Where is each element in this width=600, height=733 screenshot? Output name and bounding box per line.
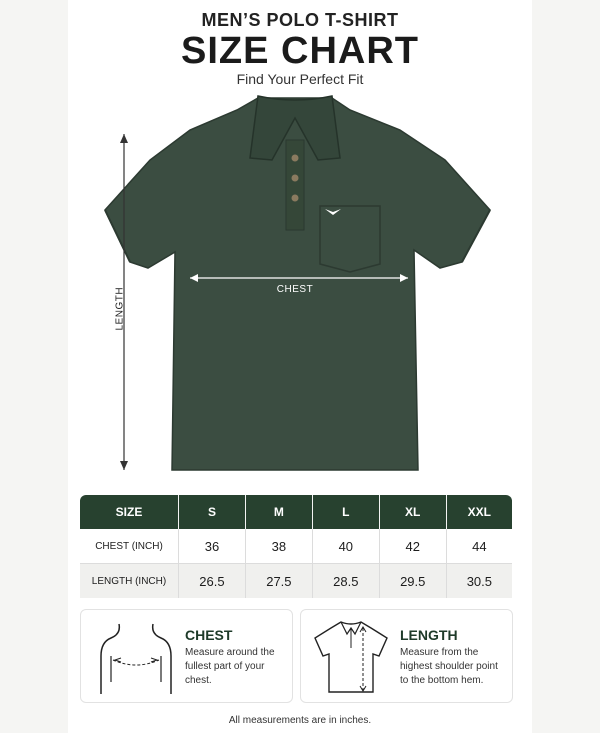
header-m: M xyxy=(245,495,312,529)
table-cell: 44 xyxy=(446,529,512,564)
table-cell: 36 xyxy=(179,529,246,564)
table-cell: 42 xyxy=(379,529,446,564)
button-1 xyxy=(292,155,299,162)
footer-note: All measurements are in inches. xyxy=(228,715,372,726)
header-subtitle: MEN’S POLO T-SHIRT xyxy=(201,10,399,30)
length-measure-card xyxy=(300,609,513,703)
placket-shape xyxy=(286,140,304,230)
table-cell: 29.5 xyxy=(379,564,446,599)
table-cell: 38 xyxy=(245,529,312,564)
chest-label: CHEST xyxy=(276,284,314,295)
chest-card-title: CHEST xyxy=(185,627,233,643)
table-cell: 40 xyxy=(312,529,379,564)
row-label-chest: CHEST (INCH) xyxy=(80,529,179,564)
table-header-row xyxy=(80,495,512,529)
table-cell: 28.5 xyxy=(312,564,379,599)
length-card-title: LENGTH xyxy=(400,627,458,643)
length-label: LENGTH xyxy=(114,286,126,331)
table-cell: 27.5 xyxy=(245,564,312,599)
length-card-desc: Measure from the highest shoulder point to the bottom hem. xyxy=(400,647,498,686)
header-xxl: XXL xyxy=(446,495,512,529)
header-xl: XL xyxy=(379,495,446,529)
header-size: SIZE xyxy=(80,495,179,529)
header-tagline: Find Your Perfect Fit xyxy=(236,71,364,87)
header-s: S xyxy=(179,495,246,529)
chest-card-desc: Measure around the fullest part of your chest. xyxy=(185,647,275,686)
length-arrow-top xyxy=(120,134,128,143)
chest-measure-card xyxy=(80,609,293,703)
button-3 xyxy=(292,195,299,202)
table-row xyxy=(80,564,512,599)
header-l: L xyxy=(312,495,379,529)
length-arrow-bottom xyxy=(120,461,128,470)
table-cell: 30.5 xyxy=(446,564,512,599)
page-title: SIZE CHART xyxy=(181,30,419,72)
table-cell: 26.5 xyxy=(179,564,246,599)
shirt-length-icon xyxy=(311,616,391,698)
torso-chest-icon xyxy=(91,616,181,698)
table-row xyxy=(80,529,512,564)
button-2 xyxy=(292,175,299,182)
size-table xyxy=(80,495,512,598)
row-label-length: LENGTH (INCH) xyxy=(80,564,179,599)
